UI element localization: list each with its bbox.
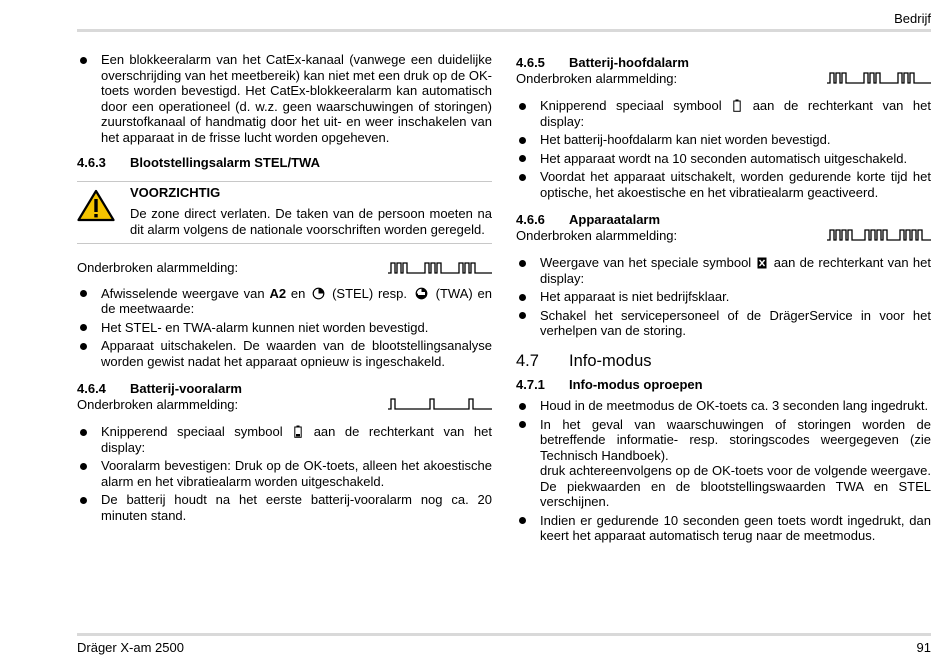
intro-list (77, 52, 492, 145)
section-title: Info-modus (569, 351, 652, 370)
alarm-waveform-icon (388, 398, 492, 410)
alarm-label: Onderbroken alarmmelding: (516, 70, 678, 86)
list-item: Indien er gedurende 10 seconden geen toets wordt ingedrukt, dan keert het apparaat automatisch terug naar de meetmodus. (516, 513, 931, 544)
list-item: In het geval van waarschuwingen of storingen worden de betreffende informatie- resp. storingscodes weergegeven (zie Technisch Handboek). druk achtereenvolgens op de OK-toets voor de volgende weergave. De piekwaarden en de blootstellingswaarden TWA en STEL verschijnen. (516, 417, 931, 510)
list-item: Houd in de meetmodus de OK-toets ca. 3 seconden lang ingedrukt. (516, 398, 931, 414)
list-item: Het apparaat wordt na 10 seconden automatisch uitgeschakeld. (516, 151, 931, 167)
stel-twa-list (77, 286, 492, 370)
alarm-label: Onderbroken alarmmelding: (77, 260, 239, 275)
list-item: Het apparaat is niet bedrijfsklaar. (516, 289, 931, 305)
section-title: Blootstellingsalarm STEL/TWA (130, 155, 320, 170)
list-item: Apparaat uitschakelen. De waarden van de blootstellingsanalyse worden gewist nadat het apparaat opnieuw is ingeschakeld. (77, 338, 492, 369)
alarm-pattern-row (77, 260, 492, 276)
list-item: Vooralarm bevestigen: Druk op de OK-toets, alleen het akoestische alarm en het vibratiealarm worden uitgeschakeld. (77, 458, 492, 489)
section-number: 4.7 (516, 351, 539, 370)
warning-triangle-icon (77, 189, 115, 222)
alarm-waveform-icon (827, 229, 931, 241)
section-heading-4-6-4 (77, 381, 492, 397)
list-item: Het STEL- en TWA-alarm kunnen niet worden bevestigd. (77, 320, 492, 336)
left-column (77, 52, 492, 526)
footer-rule (77, 633, 931, 636)
stel-symbol-icon (312, 287, 325, 300)
list-item: De batterij houdt na het eerste batterij-vooralarm nog ca. 20 minuten stand. (77, 492, 492, 523)
list-item: Het batterij-hoofdalarm kan niet worden bevestigd. (516, 132, 931, 148)
device-fault-icon (757, 257, 767, 269)
section-heading-4-6-3 (77, 155, 492, 171)
caution-title: VOORZICHTIG (130, 184, 221, 200)
list-item: Knipperend speciaal symbool aan de rechterkant van het display: (77, 424, 492, 455)
running-header: Bedrijf (894, 11, 931, 26)
list-item: Weergave van het speciale symbool aan de rechterkant van het display: (516, 255, 931, 286)
list-item: Afwisselende weergave van A2 en (STEL) resp. (TWA) en de meetwaarde: (77, 286, 492, 317)
section-number: 4.6.3 (77, 155, 106, 170)
section-number: 4.6.5 (516, 55, 545, 70)
section-number: 4.6.4 (77, 381, 106, 396)
list-item: Voordat het apparaat uitschakelt, worden gedurende korte tijd het optische, het akoestische en het vibratiealarm geactiveerd. (516, 169, 931, 200)
section-heading-4-7-1 (516, 377, 931, 393)
device-alarm-list (516, 255, 931, 339)
caution-text: De zone direct verlaten. De taken van de persoon moeten na dit alarm volgens de nationale voorschriften worden geregeld. (130, 206, 492, 237)
battery-prealarm-list (77, 424, 492, 523)
caution-box (77, 181, 492, 245)
battery-mainalarm-list (516, 98, 931, 200)
section-title: Info-modus oproepen (569, 376, 703, 392)
section-number: 4.6.6 (516, 212, 545, 227)
info-mode-list (516, 398, 931, 544)
footer-product: Dräger X-am 2500 (77, 640, 184, 655)
section-heading-4-6-5 (516, 55, 931, 71)
section-heading-4-6-6 (516, 212, 931, 228)
twa-symbol-icon (414, 287, 429, 300)
alarm-pattern-row (516, 71, 931, 87)
alarm-pattern-row (516, 228, 931, 244)
alarm-label: Onderbroken alarmmelding: (77, 396, 239, 412)
section-number: 4.7.1 (516, 376, 545, 392)
alarm-waveform-icon (388, 262, 492, 274)
list-item: Knipperend speciaal symbool aan de rechterkant van het display: (516, 98, 931, 129)
battery-prealarm-icon (294, 425, 302, 438)
list-item: Een blokkeeralarm van het CatEx-kanaal (vanwege een duidelijke overschrijding van het meetbereik) kan niet met een druk op de OK-toets worden bevestigd. Het CatEx-blokkeeralarm kan automatisch door een operationeel (d. w.z. geen waarschuwingen of storingen) zuurstofkanaal of handmatig door het uit- en weer inschakelen van het apparaat in de frisse lucht worden opgeheven. (77, 52, 492, 145)
list-item: Schakel het servicepersoneel of de DrägerService in voor het verhelpen van de storing. (516, 308, 931, 339)
right-column (516, 52, 931, 547)
alarm-pattern-row (77, 397, 492, 413)
alarm-label: Onderbroken alarmmelding: (516, 227, 678, 243)
section-title: Batterij-vooralarm (130, 381, 242, 396)
header-rule (77, 29, 931, 32)
battery-empty-icon (733, 99, 741, 112)
page-number: 91 (916, 640, 931, 655)
section-title: Apparaatalarm (569, 212, 661, 227)
section-heading-4-7 (516, 351, 931, 371)
section-title: Batterij-hoofdalarm (569, 55, 689, 70)
alarm-waveform-icon (827, 72, 931, 84)
